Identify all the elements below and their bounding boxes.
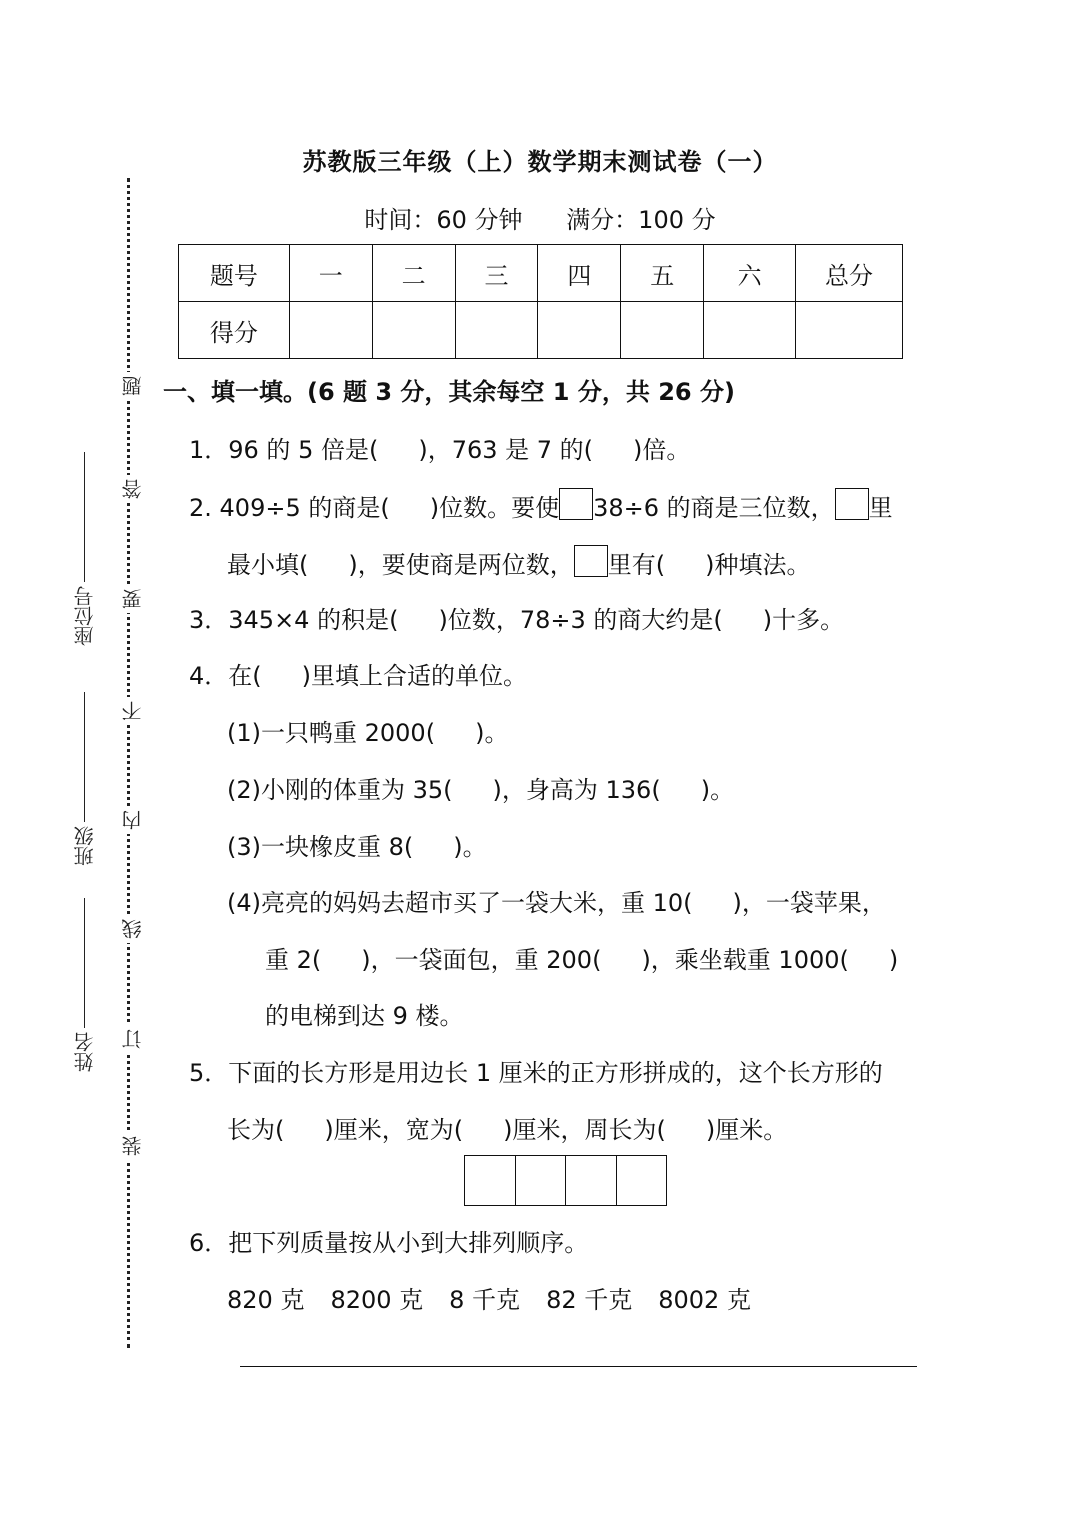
question-4-part-3 [227, 827, 487, 862]
seat-number-label: 座位号 [73, 586, 97, 646]
q2-text: )位数。要使 [429, 494, 560, 522]
q2-text: 里有( [607, 551, 666, 579]
q3-text: )位数，78÷3 的商大约是( [438, 606, 723, 634]
q2-text: 38÷6 的商是三位数， [593, 494, 835, 522]
exam-meta [0, 200, 1080, 235]
score-row-label: 得分 [179, 302, 290, 359]
score-table [178, 244, 903, 359]
question-4-part-4-cont [265, 940, 898, 975]
digit-box[interactable] [559, 488, 593, 520]
score-cell[interactable] [289, 302, 372, 359]
score-cell[interactable] [455, 302, 538, 359]
page-title: 苏教版三年级（上）数学期末测试卷（一） [302, 148, 778, 176]
rectangle-of-squares [464, 1155, 667, 1206]
q1-text: )，763 是 7 的( [418, 436, 594, 464]
q4-text: (2)小刚的体重为 35( [227, 776, 453, 804]
q4-text: )。 [475, 719, 509, 747]
q5-text: 5．下面的长方形是用边长 1 厘米的正方形拼成的，这个长方形的 [189, 1059, 883, 1087]
q4-text: 4．在( [189, 662, 262, 690]
q4-text: (4)亮亮的妈妈去超市买了一袋大米，重 10( [227, 889, 693, 917]
name-label: 姓名 [73, 1032, 97, 1072]
unit-square [617, 1156, 667, 1205]
mass-item: 820 克 [227, 1286, 305, 1314]
question-4-part-4-end [265, 996, 464, 1031]
q5-text: )厘米，宽为( [324, 1116, 464, 1144]
score-table-header-row [179, 245, 903, 302]
q4-text: )，身高为 136( [492, 776, 661, 804]
header-cell: 四 [538, 245, 621, 302]
q1-text: 1．96 的 5 倍是( [189, 436, 379, 464]
q5-text: )厘米。 [705, 1116, 788, 1144]
q4-text: ) [888, 946, 899, 974]
class-field[interactable] [70, 692, 99, 866]
margin-word: 答 [118, 475, 147, 503]
exam-time: 时间：60 分钟 [364, 206, 523, 234]
margin-word: 装 [118, 1132, 147, 1160]
question-4 [189, 656, 527, 691]
mass-item: 8 千克 [449, 1286, 521, 1314]
q4-text: 重 2( [265, 946, 322, 974]
q4-text: )，一袋面包，重 200( [361, 946, 602, 974]
question-3 [189, 600, 844, 635]
q4-text: (1)一只鸭重 2000( [227, 719, 436, 747]
question-6 [189, 1223, 588, 1258]
digit-box[interactable] [835, 488, 869, 520]
score-cell[interactable] [372, 302, 455, 359]
score-table-score-row [179, 302, 903, 359]
mass-item: 8200 克 [330, 1286, 424, 1314]
q4-text: (3)一块橡皮重 8( [227, 833, 414, 861]
q2-text: )种填法。 [705, 551, 811, 579]
question-5 [189, 1053, 883, 1088]
question-6-items [227, 1280, 751, 1315]
question-5-cont [227, 1110, 787, 1145]
unit-square [516, 1156, 567, 1205]
q1-text: )倍。 [633, 436, 691, 464]
margin-word: 不 [118, 697, 147, 725]
q2-text: )，要使商是两位数， [348, 551, 574, 579]
header-cell: 五 [621, 245, 704, 302]
question-2-cont [227, 545, 811, 580]
q4-text: )，乘坐载重 1000( [641, 946, 849, 974]
margin-word: 题 [118, 372, 147, 400]
header-cell: 二 [372, 245, 455, 302]
question-4-part-1 [227, 713, 508, 748]
q2-text: 最小填( [227, 551, 309, 579]
question-1 [189, 430, 690, 465]
q5-text: 长为( [227, 1116, 285, 1144]
question-2 [189, 488, 893, 523]
question-4-part-4 [227, 883, 886, 918]
header-cell: 六 [704, 245, 796, 302]
header-cell: 三 [455, 245, 538, 302]
score-cell[interactable] [796, 302, 903, 359]
q4-text: )，一袋苹果， [732, 889, 886, 917]
q4-text: )里填上合适的单位。 [301, 662, 528, 690]
q3-text: )十多。 [762, 606, 845, 634]
header-cell: 题号 [179, 245, 290, 302]
unit-square [465, 1156, 516, 1205]
q4-text: )。 [700, 776, 735, 804]
binding-dotted-line [127, 178, 130, 1348]
q4-text: 的电梯到达 9 楼。 [265, 1002, 464, 1030]
q3-text: 3．345×4 的积是( [189, 606, 399, 634]
class-label: 班级 [73, 826, 97, 866]
seat-number-field[interactable] [70, 452, 99, 646]
score-cell[interactable] [538, 302, 621, 359]
exam-full-score: 满分：100 分 [566, 206, 716, 234]
header-cell: 一 [289, 245, 372, 302]
header-cell: 总分 [796, 245, 903, 302]
answer-line[interactable] [240, 1366, 917, 1367]
margin-word: 订 [118, 1025, 147, 1053]
question-4-part-2 [227, 770, 734, 805]
digit-box[interactable] [574, 545, 608, 577]
margin-word: 线 [118, 915, 147, 943]
unit-square [566, 1156, 617, 1205]
margin-word: 要 [118, 585, 147, 613]
margin-word: 内 [118, 806, 147, 834]
mass-item: 82 千克 [546, 1286, 633, 1314]
score-cell[interactable] [704, 302, 796, 359]
section-heading: 一、填一填。(6 题 3 分，其余每空 1 分，共 26 分) [163, 378, 735, 406]
q2-text: 里 [868, 494, 893, 522]
name-field[interactable] [70, 898, 99, 1072]
mass-item: 8002 克 [658, 1286, 751, 1314]
q5-text: )厘米，周长为( [503, 1116, 666, 1144]
q2-text: 2. 409÷5 的商是( [189, 494, 390, 522]
score-cell[interactable] [621, 302, 704, 359]
q6-text: 6．把下列质量按从小到大排列顺序。 [189, 1229, 589, 1257]
q4-text: )。 [453, 833, 487, 861]
